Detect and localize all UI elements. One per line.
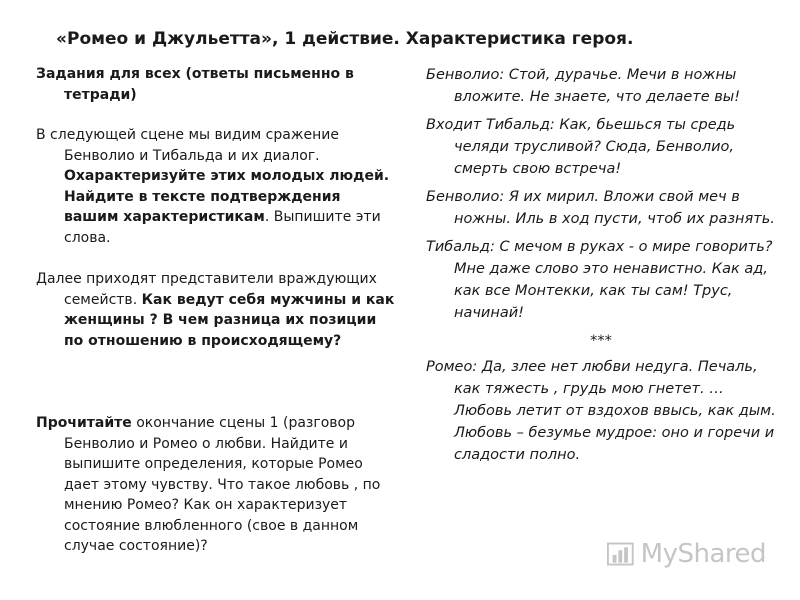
quote-line-romeo: Ромео: Да, злее нет любви недуга. Печаль, как тяжесть , грудь мою гнетет. …Любовь летит от вздохов ввысь, как дым. Любовь – безумье мудрое: оно и горечи и сладости полно. [426, 359, 776, 463]
watermark-logo [606, 536, 766, 572]
quote-line-tybalt-enters: Входит Тибальд: Как, бьешься ты средь челяди трусливой? Сюда, Бенволио, смерть свою встреча! [426, 117, 736, 177]
task-3-text: окончание сцены 1 (разговор Бенволио и Ромео о любви. Найдите и выпишите определения, которые Ромео дает этому чувству. Что такое любовь , по мнению Ромео? Как он характеризует состояние влюбленного (свое в данном случае состояние)? [64, 415, 381, 554]
tasks-column [36, 64, 398, 557]
task-heading-text: Задания для всех (ответы письменно в тетради) [36, 66, 354, 103]
task-paragraph-2 [36, 269, 398, 351]
bar-chart-icon [606, 539, 635, 569]
task-1-outro: . Выпишите эти слова. [64, 209, 381, 246]
task-1-emphasis: Охарактеризуйте этих молодых людей. Найдите в тексте подтверждения вашим характеристикам [64, 168, 390, 225]
quote-line-benvolio-1: Бенволио: Стой, дурачье. Мечи в ножны вложите. Не знаете, что делаете вы! [426, 67, 741, 105]
task-2-emphasis: Как ведут себя мужчины и как женщины ? В чем разница их позиции по отношению в происходящему? [64, 291, 395, 349]
quote-line-tybalt: Тибальд: С мечом в руках - о мире говорить? Мне даже слово это ненавистно. Как ад, как все Монтекки, как ты сам! Трус, начинай! [426, 239, 773, 321]
watermark-text: MyShared [640, 539, 766, 569]
quote-column [426, 64, 776, 472]
section-separator: *** [590, 333, 612, 349]
task-1-intro: В следующей сцене мы видим сражение Бенволио и Тибальда и их диалог. [36, 127, 339, 164]
page-title: «Ромео и Джульетта», 1 действие. Характеристика героя. [56, 29, 634, 49]
quote-line-benvolio-2: Бенволио: Я их мирил. Вложи свой меч в ножны. Иль в ход пусти, чтоб их разнять. [426, 189, 775, 227]
task-heading [36, 64, 398, 105]
task-paragraph-1 [36, 125, 398, 248]
task-3-emphasis: Прочитайте [36, 415, 132, 431]
task-2-intro: Далее приходят представители враждующих семейств. [36, 271, 377, 308]
task-paragraph-3 [36, 413, 398, 557]
